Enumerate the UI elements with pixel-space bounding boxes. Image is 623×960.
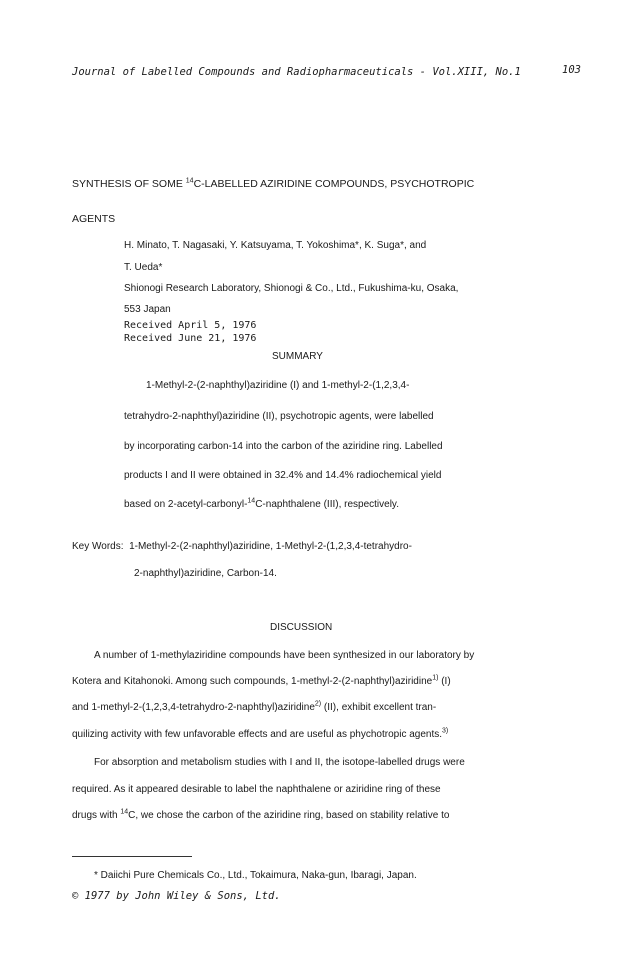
discussion-p1-line-4: [72, 729, 448, 740]
footnote: * Daiichi Pure Chemicals Co., Ltd., Tokaimura, Naka-gun, Ibaragi, Japan.: [94, 870, 417, 881]
summary-line-5: [124, 499, 399, 510]
discussion-heading: DISCUSSION: [270, 622, 333, 633]
keywords-text-1: 1-Methyl-2-(2-naphthyl)aziridine, 1-Methyl-2-(1,2,3,4-tetrahydro-: [129, 541, 412, 552]
author-list: H. Minato, T. Nagasaki, Y. Katsuyama, T. Yokoshima*, K. Suga*, and: [124, 240, 427, 251]
discussion-p2-line-3: [72, 810, 449, 821]
summary-line-5-post: C-naphthalene (III), respectively.: [255, 499, 399, 510]
discussion-superscript: 14: [120, 808, 129, 816]
reference-mark-2: 2): [314, 700, 322, 708]
summary-superscript: 14: [247, 497, 256, 505]
article-title: [72, 178, 474, 190]
discussion-p1-line-2-post: (I): [438, 676, 451, 687]
discussion-p1-line-2: [72, 676, 451, 687]
keywords-line-1: [72, 541, 412, 552]
summary-line-1: 1-Methyl-2-(2-naphthyl)aziridine (I) and 1-methyl-2-(1,2,3,4-: [146, 380, 410, 391]
received-date-1: Received April 5, 1976: [124, 320, 257, 331]
summary-heading: SUMMARY: [272, 351, 323, 362]
reference-mark-3: 3): [442, 727, 449, 735]
author-list-line2: T. Ueda*: [124, 262, 163, 273]
affiliation: Shionogi Research Laboratory, Shionogi & Co., Ltd., Fukushima-ku, Osaka,: [124, 283, 459, 294]
page-number: 103: [562, 64, 581, 76]
discussion-p1-line-1: A number of 1-methylaziridine compounds have been synthesized in our laboratory by: [94, 650, 475, 661]
discussion-p2-line-3-post: C, we chose the carbon of the aziridine ring, based on stability relative to: [128, 810, 450, 821]
summary-line-4: products I and II were obtained in 32.4% and 14.4% radiochemical yield: [124, 470, 442, 481]
discussion-p1-line-3-pre: and 1-methyl-2-(1,2,3,4-tetrahydro-2-naphthyl)aziridine: [72, 702, 315, 713]
article-title-line2: AGENTS: [72, 213, 116, 225]
title-text-pre: SYNTHESIS OF SOME: [72, 178, 186, 190]
keywords-label: Key Words:: [72, 541, 124, 552]
discussion-p2-line-2: required. As it appeared desirable to label the naphthalene or aziridine ring of these: [72, 784, 441, 795]
title-superscript: 14: [185, 177, 194, 185]
discussion-p2-line-1: For absorption and metabolism studies with I and II, the isotope-labelled drugs were: [94, 757, 465, 768]
title-text-post: C-LABELLED AZIRIDINE COMPOUNDS, PSYCHOTROPIC: [193, 178, 475, 190]
discussion-p1-line-3: [72, 702, 436, 713]
received-date-2: Received June 21, 1976: [124, 333, 257, 344]
summary-line-2: tetrahydro-2-naphthyl)aziridine (II), psychotropic agents, were labelled: [124, 411, 434, 422]
reference-mark-1: 1): [432, 674, 439, 682]
keywords-line-2: 2-naphthyl)aziridine, Carbon-14.: [134, 568, 277, 579]
discussion-p1-line-4-pre: quilizing activity with few unfavorable effects and are useful as phychotropic agents.: [72, 729, 443, 740]
discussion-p1-line-3-post: (II), exhibit excellent tran-: [321, 702, 437, 713]
discussion-p1-line-2-pre: Kotera and Kitahonoki. Among such compounds, 1-methyl-2-(2-naphthyl)aziridine: [72, 676, 433, 687]
affiliation-line2: 553 Japan: [124, 304, 171, 315]
running-header: Journal of Labelled Compounds and Radiopharmaceuticals - Vol.XIII, No.1: [72, 66, 521, 78]
summary-line-3: by incorporating carbon-14 into the carbon of the aziridine ring. Labelled: [124, 441, 443, 452]
discussion-p2-line-3-pre: drugs with: [72, 810, 121, 821]
summary-line-5-pre: based on 2-acetyl-carbonyl-: [124, 499, 248, 510]
footnote-divider: [72, 856, 192, 857]
copyright-notice: © 1977 by John Wiley & Sons, Ltd.: [72, 890, 281, 902]
